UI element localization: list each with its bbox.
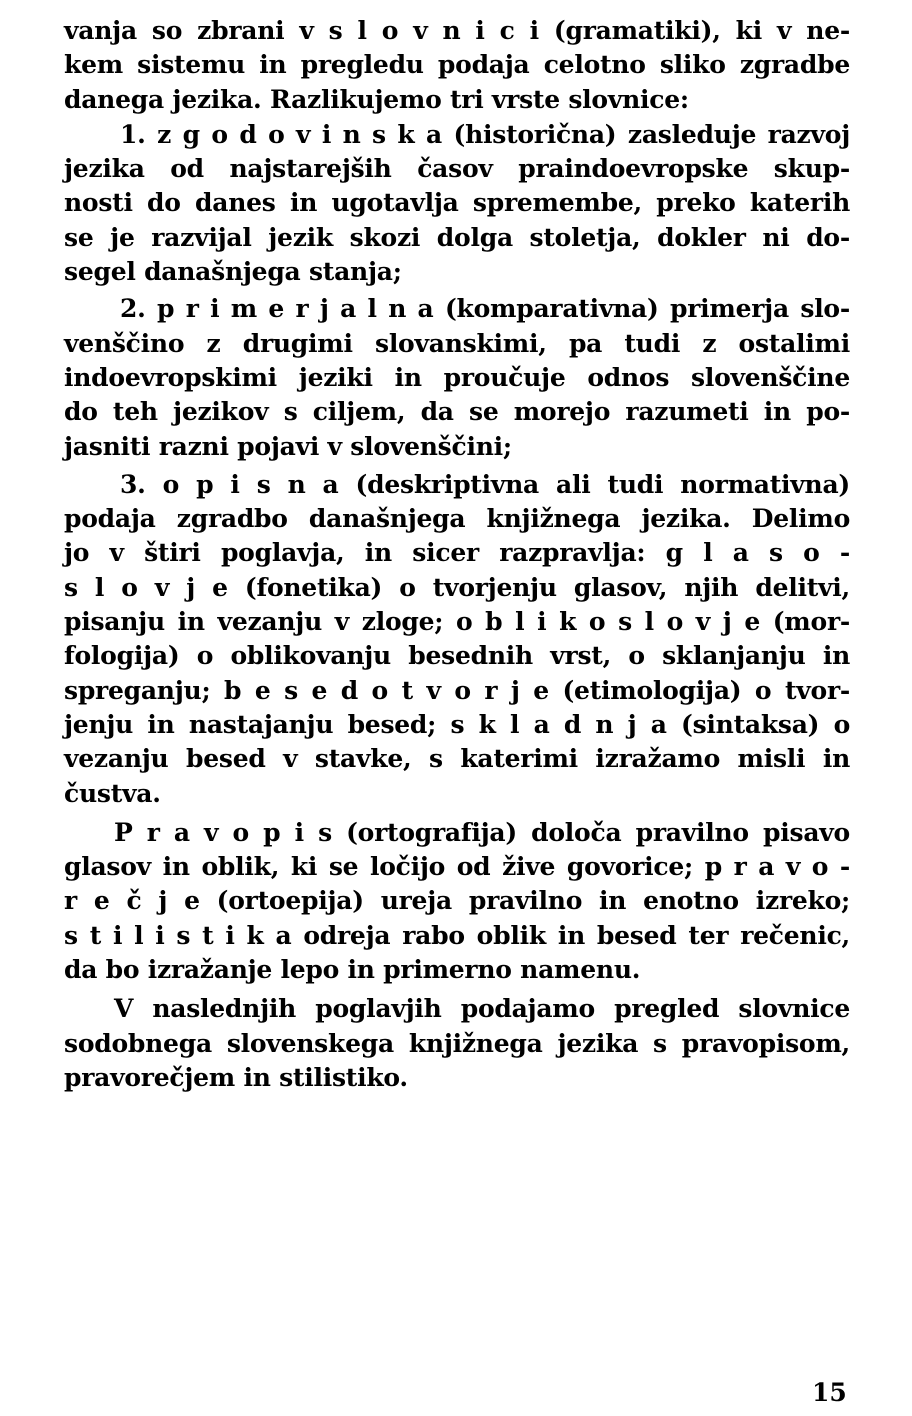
text-line: čustva. <box>64 778 161 808</box>
text-line: jenju in nastajanju besed; s k l a d n j a (sintaksa) o <box>64 709 850 739</box>
text-line: sodobnega slovenskega knjižnega jezika s pravopisom, <box>64 1028 850 1058</box>
text-line: do teh jezikov s ciljem, da se morejo razumeti in po- <box>64 397 850 427</box>
text-line: nosti do danes in ugotavlja spremembe, preko katerih <box>64 188 850 218</box>
text-line: spreganju; b e s e d o t v o r j e (etimologija) o tvor- <box>64 675 850 705</box>
text-line: venščino z drugimi slovanskimi, pa tudi z ostalimi <box>64 328 850 358</box>
paragraph-closing <box>64 992 850 1095</box>
text-line: podaja zgradbo današnjega knjižnega jezika. Delimo <box>64 504 850 534</box>
paragraph-descriptive-grammar <box>64 468 850 811</box>
text-line: da bo izražanje lepo in primerno namenu. <box>64 955 641 985</box>
text-line: pisanju in vezanju v zloge; o b l i k o s l o v j e (mor- <box>64 607 850 637</box>
text-line: jo v štiri poglavja, in sicer razpravlja: g l a s o - <box>64 538 850 568</box>
text-line: P r a v o p i s (ortografija) določa pravilno pisavo <box>114 817 850 847</box>
text-line: vanja so zbrani v s l o v n i c i (gramatiki), ki v ne- <box>64 16 850 45</box>
text-line: 1. z g o d o v i n s k a (historična) zasleduje razvoj <box>120 119 850 149</box>
page-number: 15 <box>812 1378 847 1407</box>
text-line: V naslednjih poglavjih podajamo pregled slovnice <box>114 994 850 1024</box>
paragraph-orthography <box>64 816 850 987</box>
text-line: 3. o p i s n a (deskriptivna ali tudi normativna) <box>120 469 850 499</box>
text-line: s t i l i s t i k a odreja rabo oblik in besed ter rečenic, <box>64 920 850 950</box>
text-line: se je razvijal jezik skozi dolga stoletja, dokler ni do- <box>64 222 850 252</box>
text-line: glasov in oblik, ki se ločijo od žive govorice; p r a v o - <box>64 852 850 882</box>
page-body <box>64 14 850 1095</box>
paragraph-historical-grammar <box>64 118 850 289</box>
text-line: indoevropskimi jeziki in proučuje odnos slovenščine <box>64 362 850 392</box>
text-line: 2. p r i m e r j a l n a (komparativna) primerja slo- <box>120 294 850 324</box>
text-line: r e č j e (ortoepija) ureja pravilno in enotno izreko; <box>64 886 850 916</box>
text-line: fologija) o oblikovanju besednih vrst, o sklanjanju in <box>64 641 850 671</box>
text-line: kem sistemu in pregledu podaja celotno sliko zgradbe <box>64 50 850 80</box>
text-line: vezanju besed v stavke, s katerimi izražamo misli in <box>64 744 850 774</box>
text-line: jasniti razni pojavi v slovenščini; <box>64 431 512 461</box>
paragraph-comparative-grammar <box>64 292 850 463</box>
text-line: pravorečjem in stilistiko. <box>64 1062 408 1092</box>
text-line: jezika od najstarejših časov praindoevropske skup- <box>64 154 850 184</box>
paragraph-intro <box>64 14 850 117</box>
text-line: segel današnjega stanja; <box>64 257 402 287</box>
text-line: s l o v j e (fonetika) o tvorjenju glasov, njih delitvi, <box>64 572 850 602</box>
text-line: danega jezika. Razlikujemo tri vrste slovnice: <box>64 84 689 114</box>
